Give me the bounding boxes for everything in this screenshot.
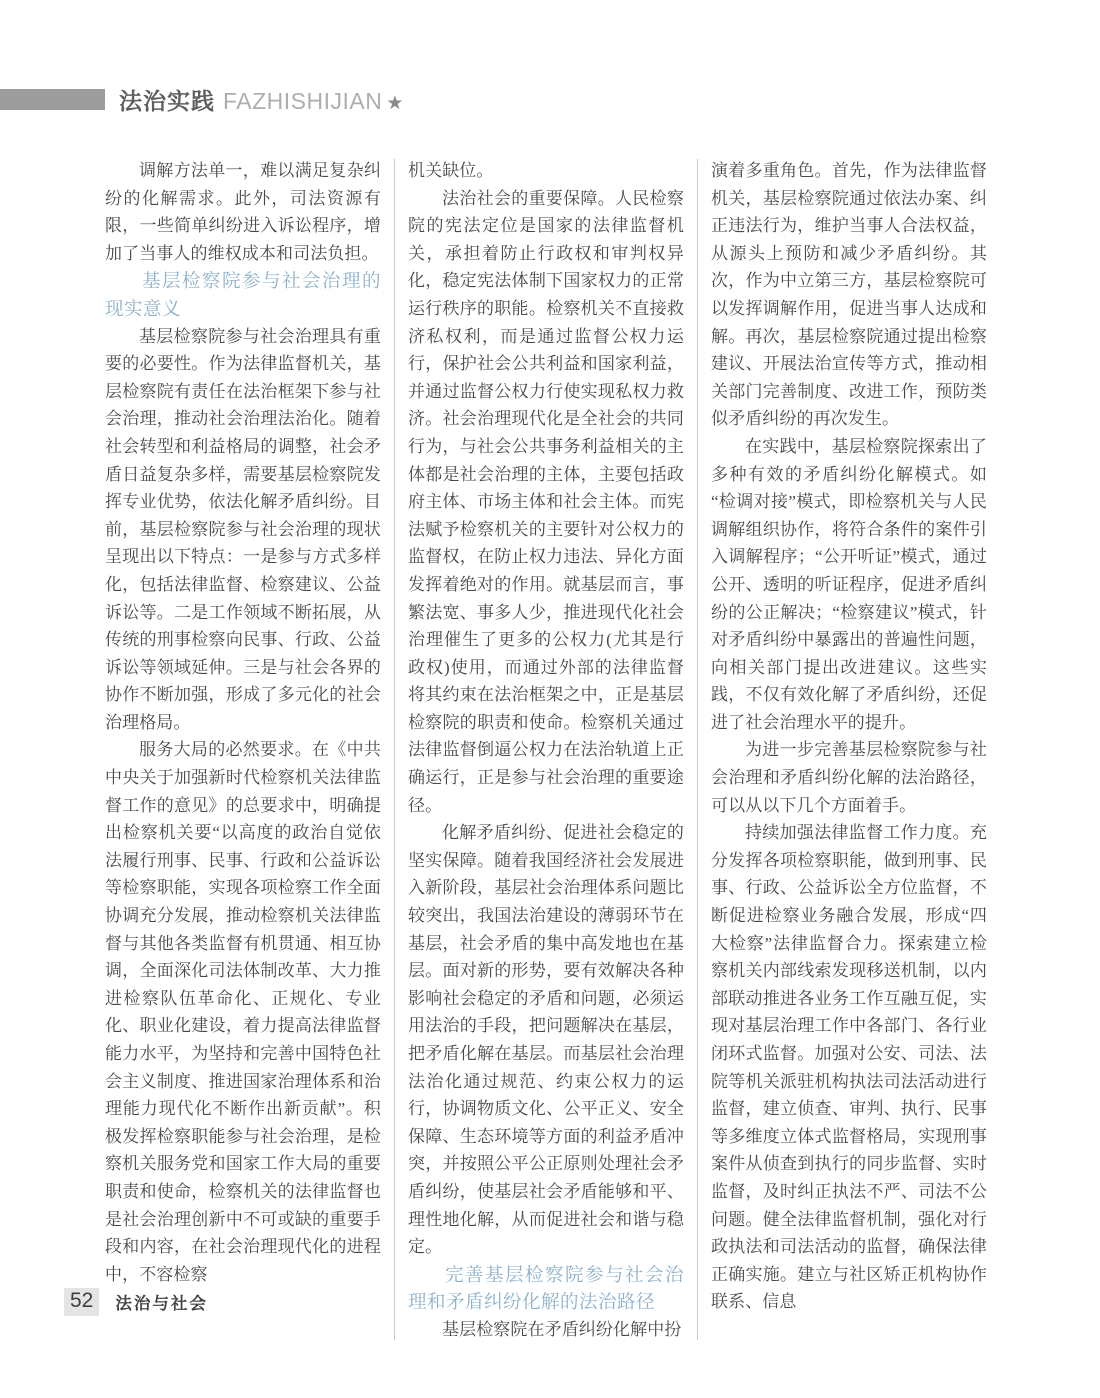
- column-2: [408, 157, 684, 1344]
- column-divider: [697, 159, 698, 1340]
- paragraph: 为进一步完善基层检察院参与社会治理和矛盾纠纷化解的法治路径，可以从以下几个方面着手。: [711, 740, 987, 815]
- section-title: [119, 83, 403, 116]
- paragraph: 服务大局的必然要求。在《中共中央关于加强新时代检察机关法律监督工作的意见》的总要求中，明确提出检察机关要“以高度的政治自觉依法履行刑事、民事、行政和公益诉讼等检察职能，实现各项检察工作全面协调充分发展，推动检察机关法律监督与其他各类监督有机贯通、相互协调，全面深化司法体制改革、大力推进检察队伍革命化、正规化、专业化、职业化建设，着力提高法律监督能力水平，为坚持和完善中国特色社会主义制度、推进国家治理体系和治理能力现代化不断作出新贡献”。积极发挥检察职能参与社会治理，是检察机关服务党和国家工作大局的重要职责和使命，检察机关的法律监督也是社会治理创新中不可或缺的重要手段和内容，在社会治理现代化的进程中，不容检察: [105, 740, 381, 1284]
- running-head: [0, 86, 1100, 112]
- column-3: [711, 157, 987, 1344]
- paragraph: 持续加强法律监督工作力度。充分发挥各项检察职能，做到刑事、民事、行政、公益诉讼全方位监督，不断促进检察业务融合发展，形成“四大检察”法律监督合力。探索建立检察机关内部线索发现移送机制，以内部联动推进各业务工作互融互促，实现对基层治理工作中各部门、各行业闭环式监督。加强对公安、司法、法院等机关派驻机构执法司法活动进行监督，建立侦查、审判、执行、民事等多维度立体式监督格局，实现刑事案件从侦查到执行的同步监督、实时监督，及时纠正执法不严、司法不公问题。健全法律监督机制，强化对行政执法和司法活动的监督，确保法律正确实施。建立与社区矫正机构协作联系、信息: [711, 823, 987, 1312]
- journal-name: 法治与社会: [115, 1295, 208, 1313]
- page-footer: [64, 1288, 208, 1316]
- paragraph-continuation: 演着多重角色。首先，作为法律监督机关，基层检察院通过依法办案、纠正违法行为，维护当事人合法权益，从源头上预防和减少矛盾纠纷。其次，作为中立第三方，基层检察院可以发挥调解作用，促进当事人达成和解。再次，基层检察院通过提出检察建议、开展法治宣传等方式，推动相关部门完善制度、改进工作，预防类似矛盾纠纷的再次发生。: [711, 161, 987, 429]
- column-divider: [394, 159, 395, 1340]
- paragraph: 调解方法单一，难以满足复杂纠纷的化解需求。此外，司法资源有限，一些简单纠纷进入诉讼程序，增加了当事人的维权成本和司法负担。: [105, 161, 381, 263]
- paragraph: 化解矛盾纠纷、促进社会稳定的坚实保障。随着我国经济社会发展进入新阶段，基层社会治理体系问题比较突出，我国法治建设的薄弱环节在基层，社会矛盾的集中高发地也在基层。面对新的形势，要有效解决各种影响社会稳定的矛盾和问题，必须运用法治的手段，把问题解决在基层，把矛盾化解在基层。而基层社会治理法治化通过规范、约束公权力的运行，协调物质文化、公平正义、安全保障、生态环境等方面的利益矛盾冲突，并按照公平公正原则处理社会矛盾纠纷，使基层社会矛盾能够和平、理性地化解，从而促进社会和谐与稳定。: [408, 823, 684, 1257]
- paragraph: 基层检察院在矛盾纠纷化解中扮: [442, 1319, 682, 1339]
- paragraph: 基层检察院参与社会治理具有重要的必要性。作为法律监督机关，基层检察院有责任在法治框架下参与社会治理，推动社会治理法治化。随着社会转型和利益格局的调整，社会矛盾日益复杂多样，需要基层检察院发挥专业优势，依法化解矛盾纠纷。目前，基层检察院参与社会治理的现状呈现出以下特点：一是参与方式多样化，包括法律监督、检察建议、公益诉讼等。二是工作领域不断拓展，从传统的刑事检察向民事、行政、公益诉讼等领域延伸。三是与社会各界的协作不断加强，形成了多元化的社会治理格局。: [105, 326, 381, 732]
- paragraph: 法治社会的重要保障。人民检察院的宪法定位是国家的法律监督机关，承担着防止行政权和审判权异化，稳定宪法体制下国家权力的正常运行秩序的职能。检察机关不直接救济私权利，而是通过监督公权力运行，保护社会公共利益和国家利益，并通过监督公权力行使实现私权力救济。社会治理现代化是全社会的共同行为，与社会公共事务利益相关的主体都是社会治理的主体，主要包括政府主体、市场主体和社会主体。而宪法赋予检察机关的主要针对公权力的监督权，在防止权力违法、异化方面发挥着绝对的作用。就基层而言，事繁法宽、事多人少，推进现代化社会治理催生了更多的公权力(尤其是行政权)使用，而通过外部的法律监督将其约束在法治框架之中，正是基层检察院的职责和使命。检察机关通过法律监督倒逼公权力在法治轨道上正确运行，正是参与社会治理的重要途径。: [408, 188, 684, 815]
- article-body: [105, 157, 987, 1344]
- section-heading-path: 完善基层检察院参与社会治理和矛盾纠纷化解的法治路径: [408, 1263, 684, 1313]
- star-icon: ★: [386, 92, 404, 114]
- page-number: 52: [64, 1288, 99, 1316]
- paragraph: 在实践中，基层检察院探索出了多种有效的矛盾纠纷化解模式。如“检调对接”模式，即检察机关与人民调解组织协作，将符合条件的案件引入调解程序；“公开听证”模式，通过公开、透明的听证程序，促进矛盾纠纷的公正解决；“检察建议”模式，针对矛盾纠纷中暴露出的普遍性问题，向相关部门提出改进建议。这些实践，不仅有效化解了矛盾纠纷，还促进了社会治理水平的提升。: [711, 436, 987, 732]
- header-bar-decoration: [0, 89, 105, 110]
- section-title-pinyin: FAZHISHIJIAN: [223, 87, 383, 114]
- column-1: [105, 157, 381, 1344]
- section-title-chinese: 法治实践: [119, 87, 215, 114]
- paragraph-continuation: 机关缺位。: [408, 161, 494, 180]
- section-heading-significance: 基层检察院参与社会治理的现实意义: [105, 270, 381, 319]
